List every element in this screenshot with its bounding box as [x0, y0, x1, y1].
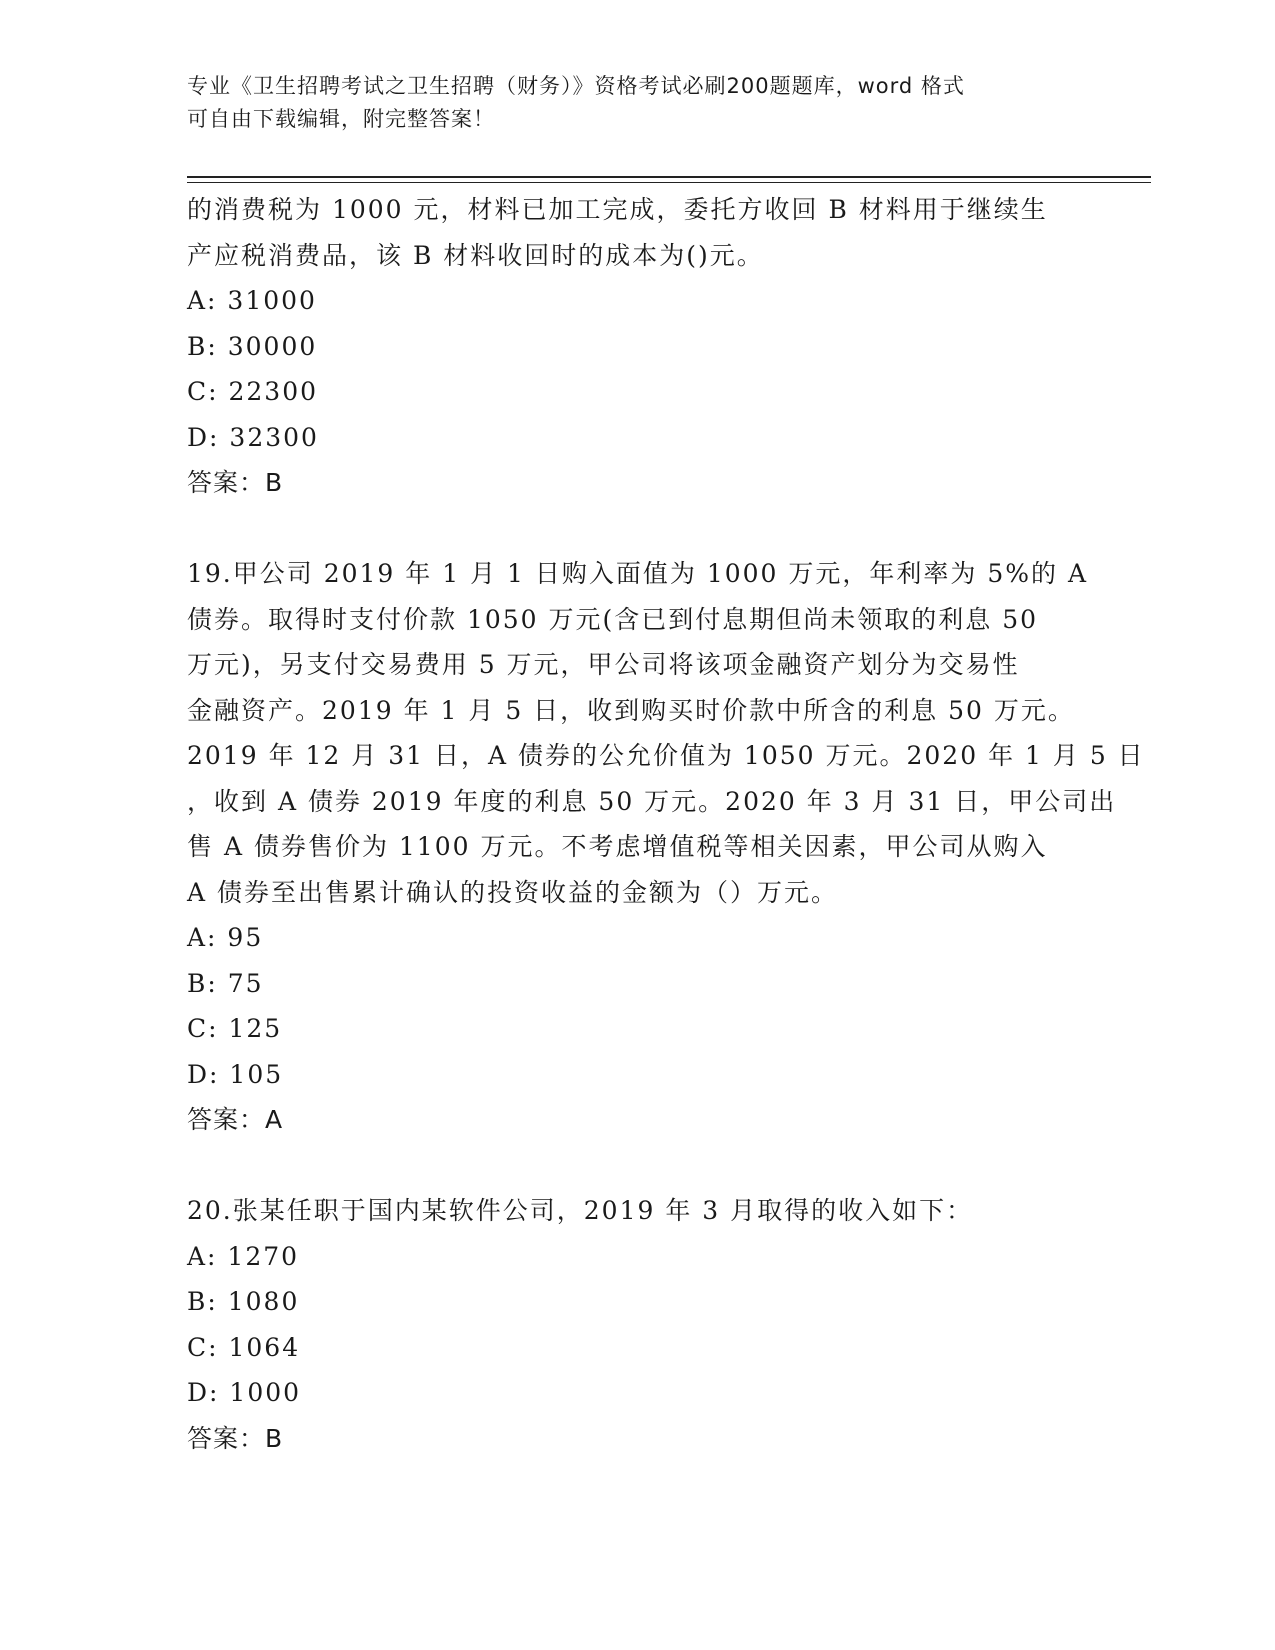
- question-stem-line: 债券。取得时支付价款 1050 万元(含已到付息期但尚未领取的利息 50: [187, 604, 1039, 634]
- option-b: B: 30000: [187, 331, 318, 361]
- spacer: [187, 506, 1087, 552]
- header-line-2: 可自由下载编辑，附完整答案！: [187, 107, 495, 131]
- option-c: C: 125: [187, 1014, 283, 1043]
- question-20: [187, 1188, 1087, 1461]
- option-c: C: 22300: [187, 377, 319, 406]
- question-stem-line: 产应税消费品，该 B 材料收回时的成本为()元。: [187, 240, 764, 270]
- option-b: B: 75: [187, 968, 264, 998]
- question-18: [187, 187, 1087, 506]
- question-stem-line: ，收到 A 债券 2019 年度的利息 50 万元。2020 年 3 月 31 日，甲公司出: [187, 786, 1117, 816]
- option-a: A: 31000: [187, 286, 317, 315]
- answer-label: 答案：B: [187, 1423, 284, 1453]
- document-header: [187, 70, 1087, 136]
- option-a: A: 95: [187, 923, 264, 952]
- question-stem-line: 金融资产。2019 年 1 月 5 日，收到购买时价款中所含的利息 50 万元。: [187, 695, 1075, 725]
- question-stem-line: 20.张某任职于国内某软件公司，2019 年 3 月取得的收入如下：: [187, 1196, 974, 1225]
- question-stem-line: 19.甲公司 2019 年 1 月 1 日购入面值为 1000 万元，年利率为 5%的 A: [187, 559, 1089, 588]
- option-d: D: 105: [187, 1059, 284, 1089]
- document-body: [187, 187, 1145, 1461]
- question-stem-line: 2019 年 12 月 31 日，A 债券的公允价值为 1050 万元。2020 年 1 月 5 日: [187, 741, 1145, 770]
- option-d: D: 32300: [187, 422, 319, 452]
- question-19: [187, 551, 1145, 1143]
- option-d: D: 1000: [187, 1378, 302, 1407]
- option-b: B: 1080: [187, 1287, 300, 1316]
- option-c: C: 1064: [187, 1332, 301, 1362]
- question-stem-line: 的消费税为 1000 元，材料已加工完成，委托方收回 B 材料用于继续生: [187, 195, 1048, 224]
- option-a: A: 1270: [187, 1241, 300, 1271]
- spacer: [187, 1143, 1087, 1189]
- header-rule-thin: [187, 182, 1151, 183]
- header-rule-thick: [187, 176, 1151, 178]
- question-stem-line: 万元)，另支付交易费用 5 万元，甲公司将该项金融资产划分为交易性: [187, 650, 1020, 679]
- header-line-1: 专业《卫生招聘考试之卫生招聘（财务）》资格考试必刷200题题库，word 格式: [187, 74, 965, 98]
- answer-label: 答案：B: [187, 468, 284, 497]
- question-stem-line: 售 A 债券售价为 1100 万元。不考虑增值税等相关因素，甲公司从购入: [187, 832, 1048, 861]
- answer-label: 答案：A: [187, 1105, 284, 1134]
- question-stem-line: A 债券至出售累计确认的投资收益的金额为（）万元。: [187, 877, 839, 907]
